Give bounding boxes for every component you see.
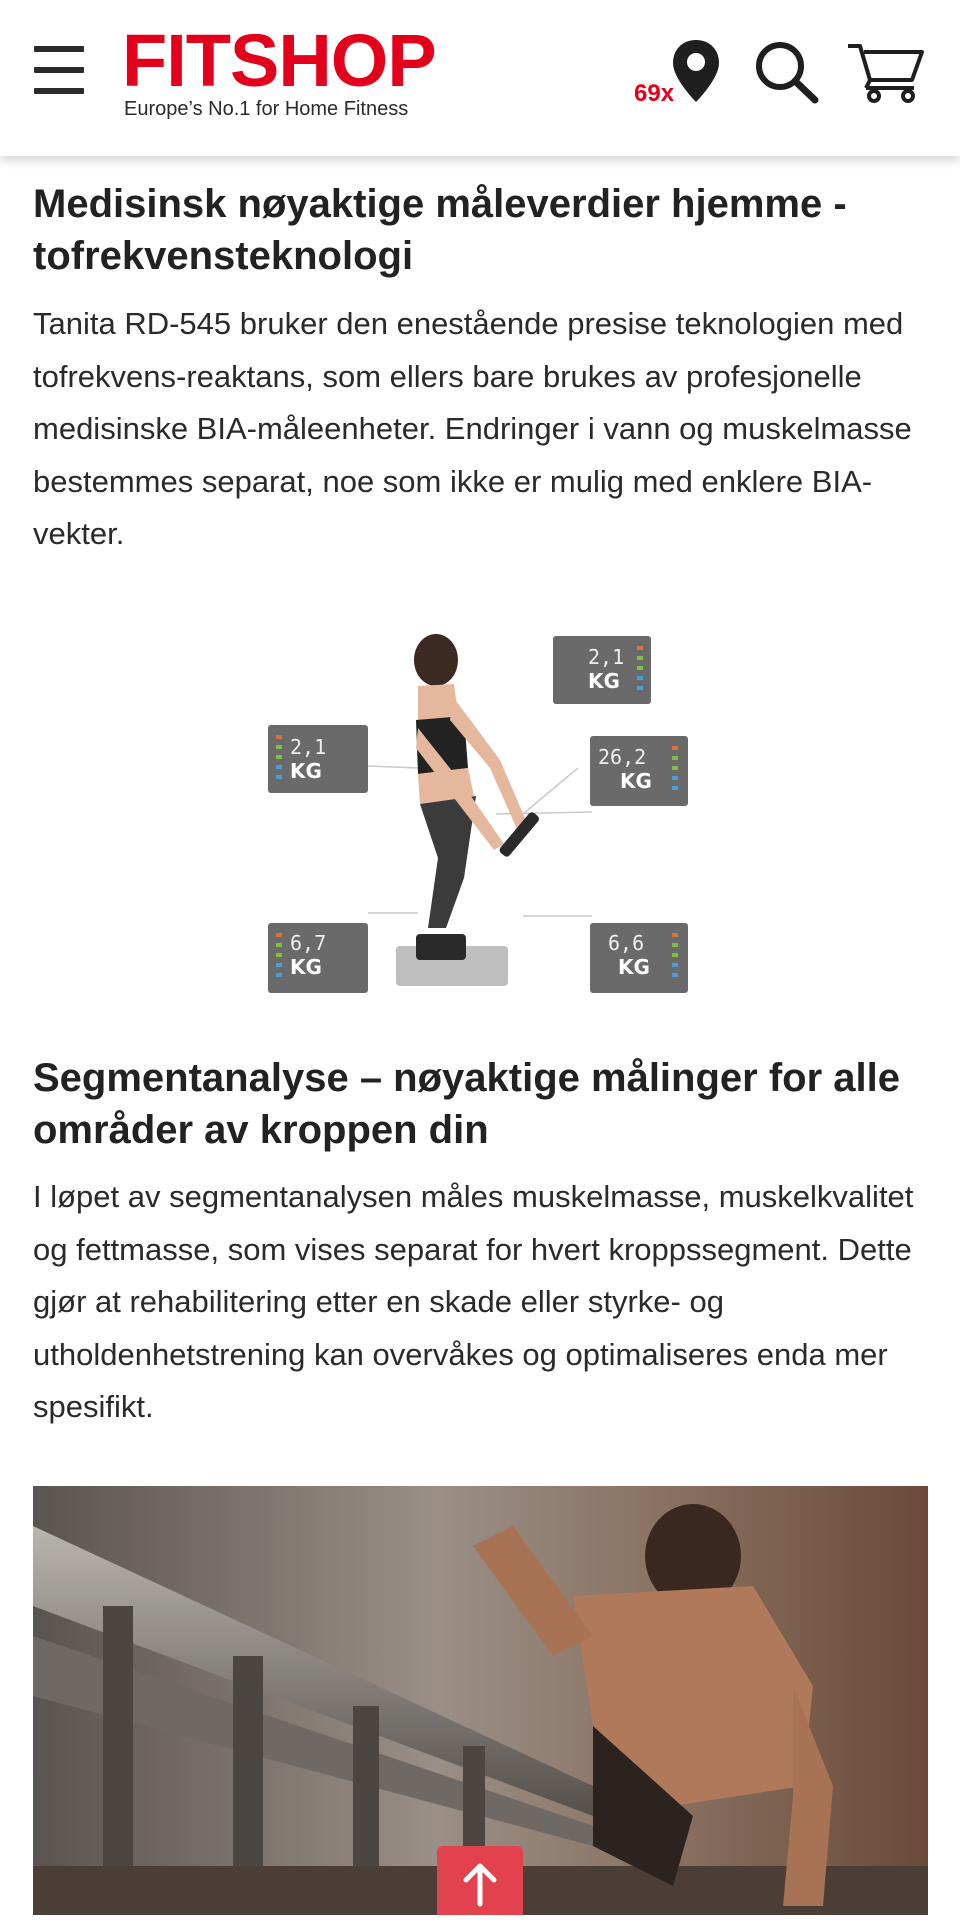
search-icon[interactable] [754,40,820,104]
location-pin-icon[interactable] [670,38,722,104]
store-count-badge[interactable]: 69x [634,80,675,107]
svg-text:2,1: 2,1 [290,735,327,759]
svg-text:6,6: 6,6 [608,931,645,955]
svg-text:6,7: 6,7 [290,931,327,955]
segment-display-right-arm [553,636,651,704]
logo-tagline: Europe’s No.1 for Home Fitness [124,98,409,120]
menu-icon[interactable] [34,46,84,94]
svg-text:KG: KG [618,955,650,979]
segment-display-left-arm [268,725,368,793]
section-title-dual-frequency: Medisinsk nøyaktige måleverdier hjemme - tofrekvensteknologi [33,182,847,278]
logo[interactable]: FITSHOP [122,19,436,102]
svg-text:26,2: 26,2 [598,745,647,769]
scroll-to-top-button[interactable] [437,1846,523,1915]
svg-text:KG: KG [588,669,620,693]
svg-text:KG: KG [620,769,652,793]
arrow-up-icon [437,1846,523,1915]
section-title-segment-analysis: Segmentanalyse – nøyaktige målinger for alle områder av kroppen din [33,1056,900,1152]
section-body-dual-frequency: Tanita RD-545 bruker den enestående presise teknologien med tofrekvens-reaktans, som ellers bare brukes av profesjonelle medisinske BIA-måleenheter. Endringer i vann og muskelmasse bestemmes separat, noe som ikke er mulig med enklere BIA-vekter. [33,306,912,551]
cart-icon[interactable] [846,40,926,104]
segment-display-trunk [590,736,688,806]
svg-text:2,1: 2,1 [588,645,625,669]
person-figure [396,634,541,986]
segment-display-left-leg [268,923,368,993]
section-body-segment-analysis: I løpet av segmentanalysen måles muskelmasse, muskelkvalitet og fettmasse, som vises separat for hvert kroppssegment. Dette gjør at rehabilitering etter en skade eller styrke- og utholdenhetstrening kan overvåkes og optimaliseres enda mer spesifikt. [33,1179,914,1424]
svg-text:KG: KG [290,955,322,979]
segment-display-right-leg [590,923,688,993]
site-header [0,0,960,156]
segment-analysis-illustration [268,628,688,998]
svg-text:KG: KG [290,759,322,783]
